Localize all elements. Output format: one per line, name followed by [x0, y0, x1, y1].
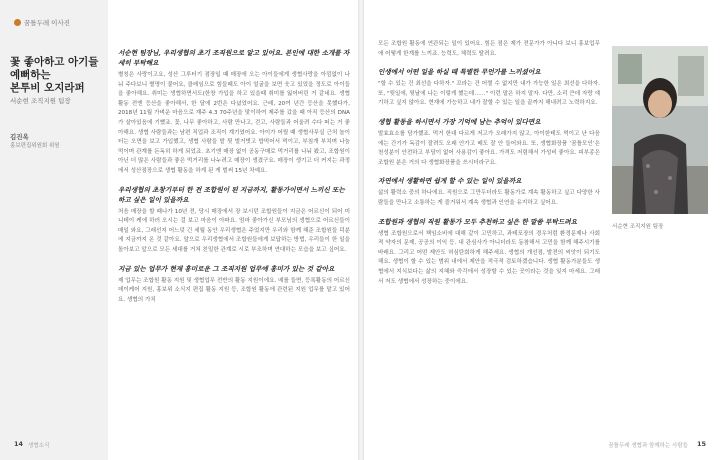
- author-name: 김진옥: [10, 133, 29, 141]
- article-title: [10, 56, 106, 95]
- interview-question: 생협 활동을 하시면서 가장 기억에 남는 추억이 있다면요: [378, 117, 541, 126]
- author-affiliation: 홍보편집위원회 위원: [10, 143, 60, 149]
- interview-answer: 처음 매장을 할 때나가 10년 전, 당시 매장에서 장 보시던 조합원들이 지금은 어르신이 되어 미니테이 케에 하러 오시는 걸 보고 마음이 아파요. 엄마 좋아가신 부모님의 생협으로 어르신들이 매일 와요, 그래선지 어느덧 긴 세월 동안 우리생협은 주었지만 우리와 함께 해준 조합원들 덕분에 지금까지 온 것 같아요. 앞으로 우리생협에서 조합원들에게 보답하는 방법, 우리들이 한 일을 돌아보고 앞으로 모든 세대를 거쳐 친밀한 관계로 시로 부조하며 연대하는 모습을 보고 싶어요.: [118, 208, 350, 253]
- interview-question: 조합원과 생협의 직원 활동가 모두 추천하고 싶은 한 말씀 부탁드려요: [378, 217, 578, 226]
- article-subtitle: 서순현 조직지원 팀장: [10, 97, 71, 105]
- footer-left-text: 생협소식: [28, 443, 50, 449]
- interview-answer: "할 수 있는 건 최선을 다하자." 꼬라는 건 어쩔 수 없지만 내가 가능한 일은 최선을 다하자. 또, "뒷일에, 뒷날에 나는 이렇게 했는데……" 이런 말은 하지 말자. 다만, 소리 큰데 자랑 얘기하고 싶지 않아요. 현재에 가능하고 내가 잘할 수 있는 일을 끝까지 해내려고 노력하지요.: [378, 81, 600, 107]
- portrait-image: [612, 46, 708, 214]
- interview-answer: 제 업무는 조합원 활동 지원 및 생협업무 전반의 활동 지원이에요. 예를 들면, 등록활동의 어르신 데이케어 지원, 홍보위 소식지 편집 활동 지원 등, 조합원 활동에 관련된 지원 업무를 맡고 있어요. 생협의 가치: [118, 277, 350, 303]
- interview-answer: 생협 조합원으로서 책임소비에 대해 같이 고민하고, 과테포장의 경우처럼 환경문제나 사회적 약자의 문제, 공공의 이익 등. 내 관심사가 아니더라도 동참해서 고민을 함께 해주시기를 바래요. 그리고 어떤 제안도 허심탄회하게 해주세요. 생협의 개선점, 발전의 씨앗이 되기도 해요. 생협이 할 수 있는 범위 내에서 제안을 적극적 검토하겠습니다. 생협 활동가분들도 생협에서 지식보다는 삶의 지혜와 즉각에서 성장할 수 있는 곳이라는 것을 잊지 마세요. 그래서 저도 생협에서 성장하는 중이에요.: [378, 230, 600, 285]
- interview-answer: 별칭은 사랑이고요, 성산 그루터기 점장일 때 매장에 오는 아이들에게 생협사랑을 아낌없이 나눠 주다보니 별명이 붙어요, 클레임으로 힘들때도 아이 얼굴을 보면 웃고 있었을 정도로 아이들을 좋아해요. 취미는 생협하면서도(한창 가입을 하고 있을때 취미를 잃어버린 거 같네요. 생협 활동 전엔 등산을 좋아해서, 한 달에 2번은 다녔었어요. 근래, 20여 년간 등산을 못했다가, 2018년 11월 가벼운 마음으로 재주 4.3 70주년을 맞이하여 제주를 갔을 때 아직 등산의 DNA가 살아있음에 기뻤죠. 꽃, 나무 좋아하고, 사람 만나고, 걷고, 사람들과 어울려 수다 떠는 거 좋아해요. 생협 사람들과는 남편 직업과 조직이 계기였어요. 아이가 어릴 때 생협사무실 근처 놀이터는 오면을 보고 가입했고, 생협 사람들 발 뒷 벌거벗고 밥먹어서 먹이고, 부침개 부치며 나눔 먹이며 관계를 돈독히 하게 되었죠. 초기엔 매장 없이 공동구매로 먹거리를 나눠 봤고, 조합원이 아닌 더 많은 사람들과 좋은 먹거리를 나누려고 매장이 생겼구요. 매장이 생기고 더 커지는 과정에서 성산점장으로 생협 활동을 하게 된 게 벌써 15년 차예요.: [118, 72, 350, 174]
- left-text-column: [118, 48, 350, 428]
- interview-question: 서순현 팀장님, 우리생협의 초기 조직원으로 알고 있어요. 본인에 대한 소개를 자세히 부탁해요: [118, 49, 350, 67]
- title-line: 본투비 오지라퍼: [10, 82, 85, 94]
- photo-caption: 서순현 조직지원 팀장: [612, 224, 664, 230]
- section-dot-icon: [14, 19, 21, 26]
- section-tag-label: 꿈틀두레 이사진: [24, 19, 71, 27]
- interview-question: 우리생협의 초창기부터 한 전 조합원이 된 지금까지, 활동가이면서 느끼신 또는 하고 싶은 일이 있을까요: [118, 185, 345, 204]
- section-tag: [14, 18, 70, 27]
- interview-question: 인생에서 어떤 일을 하실 때 특별한 무언가를 느끼셨어요: [378, 68, 541, 77]
- title-line: 꽃 좋아하고 아기들: [10, 56, 99, 68]
- page-number-left: 14: [14, 440, 24, 448]
- right-text-column: [378, 40, 600, 430]
- page-gutter: [358, 0, 364, 460]
- interview-question: 자연에서 생활하면 쉽게 할 수 있는 일이 있을까요: [378, 177, 522, 186]
- article-sidebar: [0, 0, 108, 460]
- footer-right-text: 꿈틀두레 생협과 함께하는 사람들: [608, 443, 688, 449]
- interview-question: 지금 있는 업무가 현재 흥미로운 그 조직지원 업무에 흥미가 있는 것 같아요: [118, 264, 335, 273]
- title-line: 예뻐하는: [10, 69, 51, 81]
- interviewee-photo: [612, 46, 708, 214]
- interview-answer: 발효효소를 담가했죠. 먹거 한대 다르게 저고가 오래가지 않고, 아이한테도 먹이고 난 다음에는 간기가 독감이 잘려도 오래 안가고 배도 잘 안 들어와요. 또, 생협화장품 ‘꿈틀모인’은 천성분이 안전하고 부담이 없어 사용감이 좋아요. 가격도 저렴해서 가성비 좋아요. 피부종은 조합원 분은 거의 다 생협화장품을 쓰시더라구요.: [378, 130, 600, 166]
- page-number-right: 15: [696, 440, 706, 448]
- interview-answer: 모든 조합원 활동에 연관되는 일이 있어요. 힘든 점은 제가 전문가가 아니다 보니 홍보업무에 어떻게 한계를 느끼죠. 능력도, 체력도 딸려요.: [378, 41, 600, 57]
- interview-answer: 삶의 활력소 중의 하나에요. 직원으로 그만두더라도 활동가로 계속 활동하고 싶고 다양한 사람들을 만나고 소통하는 게 즐거워서 계속 생협과 인연을 유지하고 싶어요.: [378, 190, 600, 206]
